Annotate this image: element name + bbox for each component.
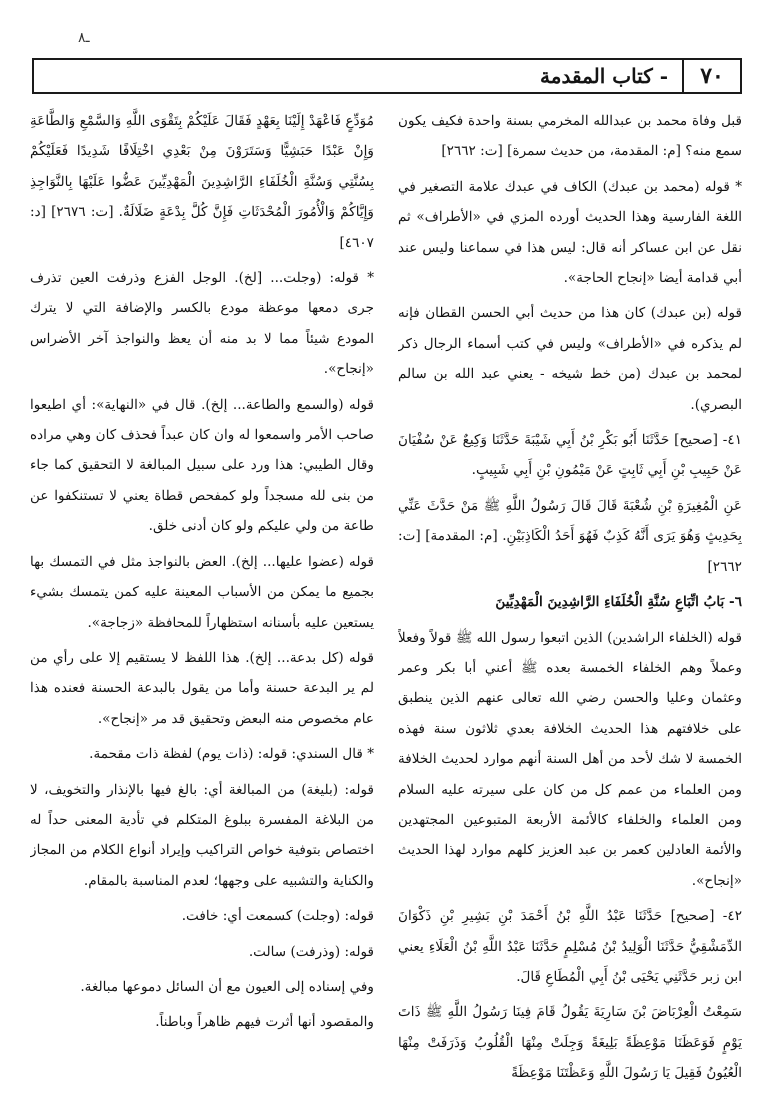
page-header [32,58,742,94]
left-column [30,106,374,1096]
page-number: ٧٠ [682,60,740,92]
paragraph: قوله (الخلفاء الراشدين) الذين اتبعوا رسول الله ﷺ قولاً وفعلاً وعملاً وهم الخلفاء الخمسة بعده ﷺ أعني أبا بكر وعمر وعثمان وعليا والحسن رضي الله تعالى عنهم الذين ينطبق على خلافتهم هذا الحديث الخلافة بعدي ثلاثون سنة فهذه الخمسة لا شك لأحد من أهل السنة أنهم موارد لحديث الخلافة ومن العلماء من عمم كل من كان على سيرته عليه السلام ومن العلماء والخلفاء كالأئمة الأربعة المتبوعين المجتهدين والأئمة العادلين كعمر بن عبد العزيز كلهم موارد لهذا الحديث «إنجاح». [398,629,742,889]
paragraph: قوله (بن عبدك) كان هذا من حديث أبي الحسن القطان فإنه لم يذكره في «الأطراف» وليس في كتب أسماء الرجال ذكر لمحمد بن عبدك (من خط شيخه - يعني عبد الله بن سالم البصري). [398,305,742,413]
paragraph: قبل وفاة محمد بن عبدالله المخرمي بسنة واحدة فكيف يكون سمع منه؟ [م: المقدمة، من حديث سمرة] [ت: ٢٦٦٢] [398,113,742,160]
page-mark: ـ٨ [78,30,90,46]
chapter-heading: ٦- بَابُ اتِّبَاعِ سُنَّةِ الْخُلَفَاءِ الرَّاشِدِينَ الْمَهْدِيِّينَ [495,594,742,611]
paragraph: قوله (والسمع والطاعة... إلخ). قال في «النهاية»: أي اطيعوا صاحب الأمر واسمعوا له وان كان عبداً فحذف كان وهي مراده وقال الطيبي: هذا ورد على سبيل المبالغة لا التحقيق كما جاء من بنى لله مسجداً ولو كمفحص قطاة يعني لا تستنكفوا عن طاعة من ولي عليكم ولو كان أدنى خلق. [30,396,374,535]
hadith-text: عَنِ الْمُغِيرَةِ بْنِ شُعْبَةَ قَالَ قَالَ رَسُولُ اللَّهِ ﷺ مَنْ حَدَّثَ عَنِّي بِحَدِيثٍ وَهُوَ يَرَى أَنَّهُ كَذِبٌ فَهُوَ أَحَدُ الْكَاذِبَيْنِ. [م: المقدمة] [ت: ٢٦٦٢] [398,497,742,575]
paragraph: * قوله: (وجلت... [لخ). الوجل الفزع وذرفت العين تذرف جرى دمعها موعظة مودع بالكسر والإضافة التي لا يترك المودع شيئاً مما لا بد منه أن يعظ والنواجذ آخر الأضراس «إنجاح». [30,270,374,378]
paragraph: والمقصود أنها أثرت فيهم ظاهراً وباطناً. [155,1014,374,1031]
right-column [398,106,742,1096]
hadith-text: سَمِعْتُ الْعِرْبَاضَ بْنَ سَارِيَةَ يَقُولُ قَامَ فِينَا رَسُولُ اللَّهِ ﷺ ذَاتَ يَوْمٍ فَوَعَظَنَا مَوْعِظَةً بَلِيغَةً وَجِلَتْ مِنْهَا الْقُلُوبُ وَذَرَفَتْ مِنْهَا الْعُيُونُ فَقِيلَ يَا رَسُولَ اللَّهِ وَعَظْتَنَا مَوْعِظَةً [398,1004,742,1082]
paragraph: وفي إسناده إلى العيون مع أن السائل دموعها مبالغة. [80,978,374,995]
paragraph: قوله: (وجلت) كسمعت أي: خافت. [181,908,374,925]
paragraph: قوله (كل بدعة... إلخ). هذا اللفظ لا يستقيم إلا على رأي من لم ير البدعة حسنة وأما من يقول بالبدعة الحسنة فعنده هذا عام مخصوص منه البعض وتحقيق قد مر «إنجاح». [30,649,374,727]
paragraph: * قال السندي: قوله: (ذات يوم) لفظة ذات مقحمة. [89,746,374,763]
hadith-text: مُوَدِّعٍ فَاعْهَدْ إِلَيْنَا بِعَهْدٍ فَقَالَ عَلَيْكُمْ بِتَقْوَى اللَّهِ وَالسَّمْعِ وَالطَّاعَةِ وَإِنْ عَبْدًا حَبَشِيًّا وَسَتَرَوْنَ مِنْ بَعْدِي اخْتِلَافًا شَدِيدًا فَعَلَيْكُمْ بِسُنَّتِي وَسُنَّةِ الْخُلَفَاءِ الرَّاشِدِينَ الْمَهْدِيِّينَ عَضُّوا عَلَيْهَا بِالنَّوَاجِذِ وَإِيَّاكُمْ وَالْأُمُورَ الْمُحْدَثَاتِ فَإِنَّ كُلَّ بِدْعَةٍ ضَلَالَةٌ. [ت: ٢٦٧٦] [د: ٤٦٠٧] [30,113,374,251]
paragraph: * قوله (محمد بن عبدك) الكاف في عبدك علامة التصغير في اللغة الفارسية وهذا الحديث أورده المزي في «الأطراف» ثم نقل عن ابن عساكر أنه قال: ليس هذا في سماعنا وليس عند أبي قدامة أيضا «إنجاح الحاجة». [398,178,742,287]
running-title: - كتاب المقدمة [540,64,668,88]
hadith-text: ٤١- [صحيح] حَدَّثَنَا أَبُو بَكْرِ بْنُ أَبِي شَيْبَةَ حَدَّثَنَا وَكِيعٌ عَنْ سُفْيَانَ عَنْ حَبِيبِ بْنِ أَبِي ثَابِتٍ عَنْ مَيْمُونِ بْنِ أَبِي شَبِيبٍ. [398,432,742,479]
paragraph: قوله: (بليغة) من المبالغة أي: بالغ فيها بالإنذار والتخويف، لا من البلاغة المفسرة ببلوغ المتكلم في تأدية المعنى حداً له اختصاص بتوفية خواص التراكيب وإيراد أنواع الكلام من المجاز والكناية والتشبيه على وجهها؛ لعدم المناسبة بالمقام. [30,781,374,889]
paragraph: قوله (عضوا عليها... إلخ). العض بالنواجذ مثل في التمسك بها بجميع ما يمكن من الأسباب المعينة عليه كمن يتمسك بشيء يستعين عليه بأسنانه استظهاراً للمحافظة «زجاجة». [30,553,374,631]
text-columns [30,106,742,1096]
paragraph: قوله: (وذرفت) سالت. [248,943,374,960]
hadith-text: ٤٢- [صحيح] حَدَّثَنَا عَبْدُ اللَّهِ بْنُ أَحْمَدَ بْنِ بَشِيرِ بْنِ ذَكْوَانَ الدِّمَشْقِيُّ حَدَّثَنَا الْوَلِيدُ بْنُ مُسْلِمٍ حَدَّثَنَا عَبْدُ اللَّهِ بْنُ الْعَلَاءِ يعني ابن زبر حَدَّثَنِي يَحْيَى بْنُ أَبِي الْمُطَاعِ قَالَ. [398,908,742,985]
